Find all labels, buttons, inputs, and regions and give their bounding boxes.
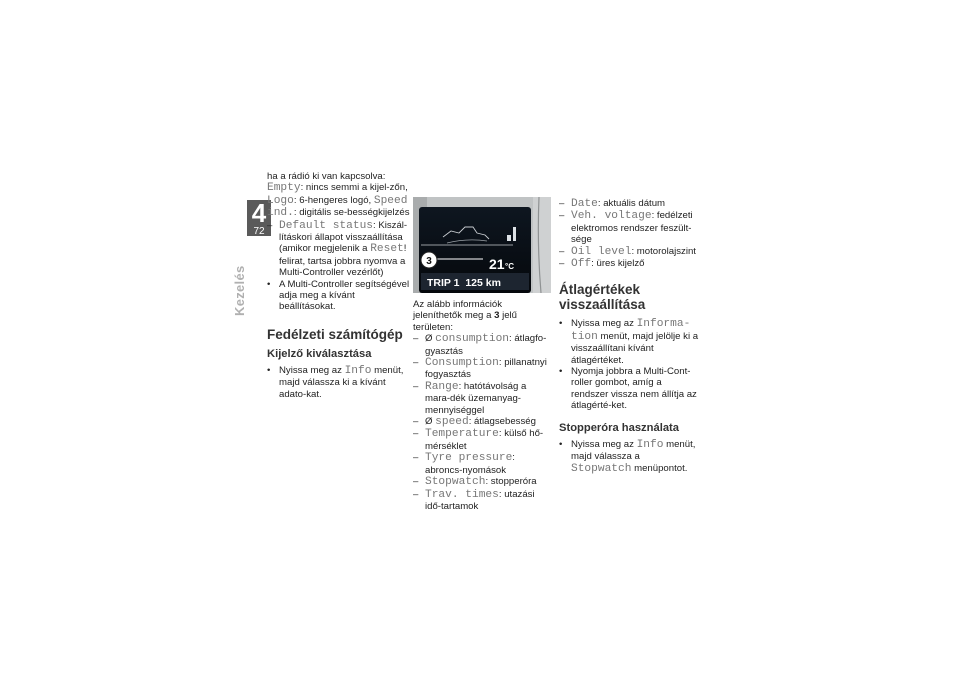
text-run: : abroncs-nyomások [425, 452, 515, 476]
section-side-label: Kezelés [232, 265, 247, 316]
bullet-mark: • [559, 318, 563, 330]
text-column-1 [267, 171, 410, 400]
text-run: : pillanatnyi fogyasztás [425, 357, 547, 381]
dash-mark: – [413, 476, 419, 488]
menu-term: Consumption [425, 357, 499, 370]
text-run: : motorolajszint [631, 245, 696, 257]
reset-steps-list [559, 318, 699, 411]
dash-mark: – [413, 416, 419, 428]
text-run: Nyissa meg az [279, 364, 345, 376]
menu-term: Logo [267, 194, 294, 207]
list-item [559, 439, 699, 475]
menu-term: Temperature [425, 428, 499, 441]
list-item [413, 452, 551, 476]
callout-number: 3 [426, 256, 432, 267]
dash-mark: – [267, 219, 273, 231]
callout-ref: 3 [494, 310, 500, 322]
section-heading: Fedélzeti számítógép [267, 326, 403, 342]
text-run: Ø [425, 333, 436, 345]
menu-term: Informa-tion [571, 318, 691, 343]
display-area-intro [413, 299, 551, 333]
menu-term: Info [636, 438, 664, 451]
text-run: ! felirat, tartsa jobbra nyomva a Multi-Controller vezérlőt) [279, 243, 407, 279]
text-run: : digitális se-bességkijelzés [293, 207, 410, 219]
page-number: 72 [253, 226, 265, 237]
temperature-unit: °C [505, 262, 514, 271]
subsection-heading: Kijelző kiválasztása [267, 347, 372, 360]
text-run: menüpontot. [631, 462, 688, 474]
menu-term: Date [571, 198, 598, 210]
menu-term: Default status [279, 219, 373, 232]
bullet-mark: • [267, 278, 271, 290]
text-run: jelű területen: [413, 310, 518, 333]
dash-mark: – [413, 357, 419, 369]
bullet-mark: • [267, 364, 271, 376]
text-run: Nyomja jobbra a Multi-Cont-roller gombot, amíg a rendszer vissza nem állítja az átlagérté-ket. [571, 366, 697, 412]
stopwatch-steps-list [559, 439, 699, 475]
instrument-cluster-photo [413, 197, 551, 293]
list-item [413, 333, 551, 357]
instrument-cluster-image [413, 197, 551, 293]
section-heading-reset-averages: Átlagértékek visszaállítása [559, 282, 646, 313]
display-options-list [413, 333, 551, 512]
display-options-list-continued [559, 198, 699, 270]
menu-term: consumption [435, 333, 509, 346]
text-run: menüt, majd válassza ki a kívánt adato-kat. [279, 364, 404, 400]
list-item [413, 476, 551, 488]
list-item [559, 366, 699, 412]
dash-mark: – [559, 198, 565, 209]
list-item [559, 210, 699, 245]
dash-mark: – [413, 488, 419, 500]
text-run: : fedélzeti elektromos rendszer feszült-sége [571, 210, 693, 246]
text-run: ha a rádió ki van kapcsolva: [267, 171, 386, 182]
list-item [413, 381, 551, 416]
text-run: Ø [425, 416, 436, 428]
menu-term: Off [571, 258, 592, 271]
menu-term: Speed ind. [267, 194, 408, 220]
text-run: : üres kijelző [591, 258, 645, 270]
list-item [559, 318, 699, 366]
list-item [413, 357, 551, 381]
menu-term: Oil level [571, 245, 632, 258]
dash-mark: – [413, 333, 419, 345]
subsection-heading-stopwatch: Stopperóra használata [559, 421, 679, 434]
list-item [559, 258, 699, 270]
text-column-3 [559, 198, 699, 475]
text-run: : utazási idő-tartamok [425, 488, 535, 512]
menu-term: Empty [267, 182, 301, 195]
dash-mark: – [413, 380, 419, 392]
text-run: : átlagsebesség [468, 416, 536, 428]
menu-term: Tyre pressure [425, 452, 513, 465]
list-item [559, 198, 699, 210]
text-run: menüt, majd válassza a [571, 438, 696, 463]
list-item [413, 416, 551, 428]
dash-mark: – [413, 452, 419, 464]
text-run: : nincs semmi a kijel-zőn, [300, 182, 408, 194]
text-column-2 [413, 299, 551, 512]
bullet-mark: • [559, 438, 563, 450]
text-run: : külső hő-mérséklet [425, 428, 544, 452]
menu-term: Range [425, 380, 459, 393]
list-item [413, 489, 551, 513]
bullet-mark: • [559, 366, 563, 378]
text-run: : stopperóra [485, 476, 537, 488]
dash-mark: – [559, 210, 565, 222]
menu-term: Stopwatch [571, 462, 632, 475]
text-run: Nyissa meg az [571, 438, 637, 450]
text-run: menüt, majd jelölje ki a visszaállítani kívánt átlagértéket. [571, 330, 699, 366]
list-item-multi-controller [267, 279, 410, 313]
menu-term: Veh. voltage [571, 210, 652, 223]
menu-term: Trav. times [425, 488, 499, 501]
text-run: Nyissa meg az [571, 318, 637, 330]
dash-mark: – [559, 245, 565, 257]
menu-term: Stopwatch [425, 476, 486, 489]
radio-off-options [267, 171, 410, 220]
temperature-readout: 21 [489, 256, 505, 272]
text-run: : hatótávolság a mara-dék üzemanyag-mennyiséggel [425, 380, 527, 416]
text-run: : átlagfo-gyasztás [425, 333, 547, 357]
trip-readout: TRIP 1 125 km [427, 277, 501, 289]
text-run: A Multi-Controller segítségével adja meg a kívánt beállításokat. [279, 278, 410, 313]
text-run: : 6-hengeres logó, [293, 194, 374, 206]
menu-term: Reset [370, 243, 404, 256]
menu-term: speed [435, 416, 469, 429]
text-run: : Kiszál-lításkori állapot visszaállítása (amikor megjelenik a [279, 219, 408, 255]
text-run: Az alább információk jeleníthetők meg a [413, 299, 503, 322]
text-run: : aktuális dátum [597, 198, 666, 209]
list-item [413, 428, 551, 452]
dash-mark: – [559, 258, 565, 270]
list-item [559, 246, 699, 258]
dash-mark: – [413, 428, 419, 440]
list-item-open-info [267, 365, 410, 400]
menu-term: Info [344, 364, 372, 377]
chapter-number: 4 [251, 198, 267, 228]
list-item-default-status [267, 220, 410, 279]
